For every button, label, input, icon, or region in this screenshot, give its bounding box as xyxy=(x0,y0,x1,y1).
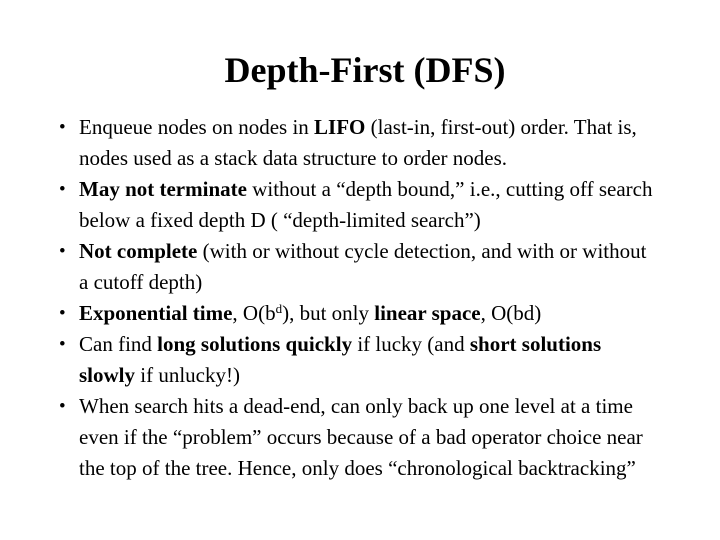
bullet-text-bold: long solutions quickly xyxy=(157,332,353,356)
bullet-text-bold: LIFO xyxy=(314,115,366,139)
bullet-text: Enqueue nodes on nodes in xyxy=(79,115,315,139)
bullet-text-bold: Exponential time xyxy=(79,301,233,325)
bullet-text: , O(bd) xyxy=(480,301,542,325)
bullet-text: , O(b xyxy=(232,301,276,325)
bullet-item xyxy=(59,236,659,298)
bullet-marker: • xyxy=(59,241,66,262)
slide-title: Depth-First (DFS) xyxy=(224,50,506,90)
bullet-text-bold: linear space xyxy=(374,301,481,325)
bullet-item xyxy=(59,391,659,484)
bullet-item xyxy=(59,298,659,329)
bullet-text-superscript: d xyxy=(275,301,283,316)
bullet-text: (with or without cycle detection, and with or without a cutoff depth) xyxy=(79,239,647,294)
bullet-text: When search hits a dead-end, can only back up one level at a time even if the “problem” occurs because of a bad operator choice near the top of the tree. Hence, only does “chronological backtracking” xyxy=(79,394,643,480)
bullet-marker: • xyxy=(59,303,66,324)
bullet-text: (last-in, first-out) order. That is, nodes used as a stack data structure to order nodes. xyxy=(79,115,637,170)
bullet-text-bold: Not complete xyxy=(79,239,198,263)
bullet-text: if lucky (and xyxy=(352,332,470,356)
bullet-marker: • xyxy=(59,179,66,200)
bullet-marker: • xyxy=(59,117,66,138)
bullet-text: Can find xyxy=(79,332,158,356)
bullet-text-bold: short solutions slowly xyxy=(79,332,602,387)
bullet-text-bold: May not terminate xyxy=(79,177,247,201)
bullet-text: if unlucky!) xyxy=(135,363,240,387)
bullet-item xyxy=(59,174,659,236)
bullet-item xyxy=(59,112,659,174)
bullet-marker: • xyxy=(59,396,66,417)
bullet-marker: • xyxy=(59,334,66,355)
bullet-text: ), but only xyxy=(282,301,375,325)
bullet-item xyxy=(59,329,659,391)
bullet-text: without a “depth bound,” i.e., cutting off search below a fixed depth D ( “depth-limited search”) xyxy=(79,177,653,232)
bullet-list xyxy=(59,112,659,484)
